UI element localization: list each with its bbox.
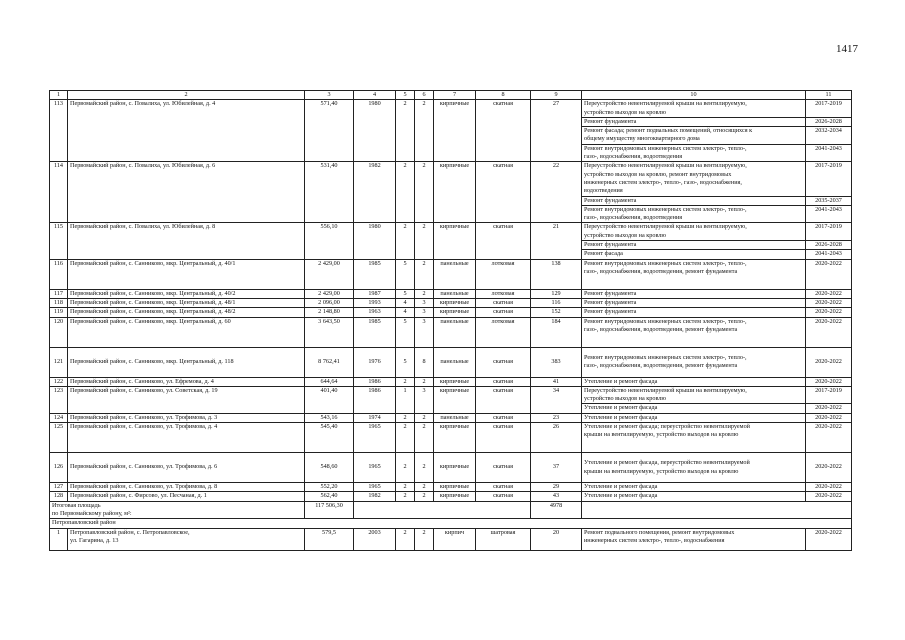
period-cell: 2032-2034 bbox=[806, 127, 852, 145]
address-cell: Первомайский район, с. Санниково, ул. Трофимова, д. 3 bbox=[68, 413, 305, 422]
area-cell: 3 643,50 bbox=[305, 317, 354, 347]
row-number: 117 bbox=[50, 289, 68, 298]
row-number: 125 bbox=[50, 423, 68, 453]
work-cell bbox=[582, 347, 806, 377]
row-number: 115 bbox=[50, 223, 68, 259]
row-number: 113 bbox=[50, 100, 68, 162]
roof-type-cell: лотковая bbox=[476, 289, 531, 298]
work-line: газо-, водоснабжения, водоотведения bbox=[584, 214, 683, 222]
work-cell: Ремонт фундамента bbox=[582, 289, 806, 298]
floors-cell: 2 bbox=[396, 377, 415, 386]
work-cell bbox=[582, 127, 806, 145]
period-cell: 2020-2022 bbox=[806, 298, 852, 307]
area-cell: 2 429,00 bbox=[305, 289, 354, 298]
floors-cell: 5 bbox=[396, 347, 415, 377]
year-cell: 1993 bbox=[354, 298, 396, 307]
work-line: устройство выходов на кровлю bbox=[584, 231, 666, 239]
floors-cell: 5 bbox=[396, 289, 415, 298]
apartments-cell: 41 bbox=[531, 377, 582, 386]
wall-material-cell: кирпичные bbox=[434, 386, 476, 413]
period-cell: 2017-2019 bbox=[806, 386, 852, 404]
row-number: 124 bbox=[50, 413, 68, 422]
period-cell: 2020-2022 bbox=[806, 308, 852, 317]
col-header: 11 bbox=[806, 91, 852, 100]
work-line: газо-, водоснабжения, водоотведения, ремонт фундамента bbox=[584, 267, 738, 275]
period-cell: 2035-2037 bbox=[806, 196, 852, 205]
work-cell bbox=[582, 144, 806, 162]
apartments-cell: 184 bbox=[531, 317, 582, 347]
table-row bbox=[50, 289, 852, 298]
work-line: устройство выходов на кровлю bbox=[584, 395, 666, 403]
work-line: газо-, водоснабжения, водоотведения bbox=[584, 153, 683, 161]
section-title: Петропавловский район bbox=[50, 519, 852, 528]
entrances-cell: 3 bbox=[415, 317, 434, 347]
apartments-cell: 116 bbox=[531, 298, 582, 307]
col-header: 9 bbox=[531, 91, 582, 100]
address-line: Петропавловский район, с. Петропавловское, bbox=[70, 528, 190, 536]
row-number: 126 bbox=[50, 453, 68, 483]
address-cell: Первомайский район, с. Санниково, мкр. Центральный, д. 40/2 bbox=[68, 289, 305, 298]
year-cell: 1963 bbox=[354, 308, 396, 317]
col-header: 10 bbox=[582, 91, 806, 100]
floors-cell: 5 bbox=[396, 259, 415, 289]
work-line: инженерных систем электро-, тепло-, водоснабжения bbox=[584, 536, 725, 544]
roof-type-cell: скатная bbox=[476, 413, 531, 422]
floors-cell: 2 bbox=[396, 492, 415, 501]
entrances-cell: 3 bbox=[415, 308, 434, 317]
address-cell: Первомайский район, с. Санниково, ул. Трофимова, д. 4 bbox=[68, 423, 305, 453]
period-cell: 2020-2022 bbox=[806, 492, 852, 501]
table-row bbox=[50, 377, 852, 386]
area-cell: 579,5 bbox=[305, 528, 354, 550]
entrances-cell: 2 bbox=[415, 483, 434, 492]
apartments-cell: 34 bbox=[531, 386, 582, 413]
work-cell: Ремонт фундамента bbox=[582, 117, 806, 126]
wall-material-cell: кирпичные bbox=[434, 100, 476, 162]
table-row bbox=[50, 162, 852, 196]
work-line: Переустройство невентилируемой крыши на вентилируемую, bbox=[584, 162, 747, 170]
entrances-cell: 2 bbox=[415, 223, 434, 259]
row-number: 122 bbox=[50, 377, 68, 386]
wall-material-cell: кирпичные bbox=[434, 492, 476, 501]
year-cell: 1965 bbox=[354, 483, 396, 492]
year-cell: 1982 bbox=[354, 492, 396, 501]
total-label bbox=[50, 501, 305, 519]
table-row bbox=[50, 308, 852, 317]
year-cell: 1974 bbox=[354, 413, 396, 422]
entrances-cell: 2 bbox=[415, 528, 434, 550]
work-line: общему имуществу многоквартирного дома bbox=[584, 135, 700, 143]
table-row bbox=[50, 100, 852, 118]
area-cell: 8 762,41 bbox=[305, 347, 354, 377]
col-header: 2 bbox=[68, 91, 305, 100]
column-number-row bbox=[50, 91, 852, 100]
year-cell: 1986 bbox=[354, 386, 396, 413]
table-row bbox=[50, 492, 852, 501]
address-cell: Первомайский район, с. Санниково, мкр. Центральный, д. 118 bbox=[68, 347, 305, 377]
area-cell: 571,40 bbox=[305, 100, 354, 162]
floors-cell: 2 bbox=[396, 413, 415, 422]
work-line: Ремонт подвального помещения, ремонт внутридомовых bbox=[584, 528, 735, 536]
work-cell bbox=[582, 223, 806, 241]
work-cell bbox=[582, 317, 806, 347]
col-header: 6 bbox=[415, 91, 434, 100]
wall-material-cell: кирпичные bbox=[434, 377, 476, 386]
apartments-cell: 27 bbox=[531, 100, 582, 162]
roof-type-cell: скатная bbox=[476, 308, 531, 317]
work-line: Утепление и ремонт фасада; переустройство невентилируемой bbox=[584, 423, 750, 431]
floors-cell: 2 bbox=[396, 528, 415, 550]
year-cell: 1986 bbox=[354, 377, 396, 386]
work-cell bbox=[582, 162, 806, 196]
wall-material-cell: кирпичные bbox=[434, 223, 476, 259]
period-cell: 2020-2022 bbox=[806, 413, 852, 422]
area-cell: 545,40 bbox=[305, 423, 354, 453]
area-cell: 548,60 bbox=[305, 453, 354, 483]
work-cell: Утепление и ремонт фасада bbox=[582, 413, 806, 422]
apartments-cell: 129 bbox=[531, 289, 582, 298]
area-cell: 543,16 bbox=[305, 413, 354, 422]
roof-type-cell: лотковая bbox=[476, 259, 531, 289]
area-cell: 2 148,80 bbox=[305, 308, 354, 317]
wall-material-cell: кирпичные bbox=[434, 308, 476, 317]
year-cell: 1965 bbox=[354, 423, 396, 453]
period-cell: 2041-2043 bbox=[806, 250, 852, 259]
entrances-cell: 2 bbox=[415, 423, 434, 453]
table-row bbox=[50, 347, 852, 377]
period-cell: 2020-2022 bbox=[806, 483, 852, 492]
row-number: 116 bbox=[50, 259, 68, 289]
row-number: 118 bbox=[50, 298, 68, 307]
period-cell: 2020-2022 bbox=[806, 259, 852, 289]
work-line: Ремонт внутридомовых инженерных систем электро-, тепло-, bbox=[584, 205, 747, 213]
period-cell: 2020-2022 bbox=[806, 423, 852, 453]
roof-type-cell: шатровая bbox=[476, 528, 531, 550]
year-cell: 1985 bbox=[354, 259, 396, 289]
work-cell: Ремонт фундамента bbox=[582, 196, 806, 205]
floors-cell: 1 bbox=[396, 386, 415, 413]
work-line: Ремонт внутридомовых инженерных систем электро-, тепло-, bbox=[584, 259, 747, 267]
roof-type-cell: скатная bbox=[476, 347, 531, 377]
work-cell: Ремонт фундамента bbox=[582, 298, 806, 307]
floors-cell: 2 bbox=[396, 100, 415, 162]
roof-type-cell: лотковая bbox=[476, 317, 531, 347]
area-cell: 562,40 bbox=[305, 492, 354, 501]
col-header: 3 bbox=[305, 91, 354, 100]
table-row bbox=[50, 298, 852, 307]
entrances-cell: 2 bbox=[415, 492, 434, 501]
wall-material-cell: панельные bbox=[434, 413, 476, 422]
work-line: Ремонт внутридомовых инженерных систем электро-, тепло-, bbox=[584, 353, 747, 361]
work-line: Утепление и ремонт фасада, переустройство невентилируемой bbox=[584, 459, 750, 467]
apartments-cell: 21 bbox=[531, 223, 582, 259]
period-cell: 2026-2028 bbox=[806, 117, 852, 126]
col-header: 8 bbox=[476, 91, 531, 100]
work-cell bbox=[582, 386, 806, 404]
total-apartments: 4978 bbox=[531, 501, 582, 519]
total-label-line: по Первомайскому району, м²: bbox=[52, 509, 132, 517]
apartments-cell: 23 bbox=[531, 413, 582, 422]
total-row bbox=[50, 501, 852, 519]
work-line: газо-, водоснабжения, водоотведения, ремонт фундамента bbox=[584, 362, 738, 370]
apartments-cell: 37 bbox=[531, 453, 582, 483]
area-cell: 531,40 bbox=[305, 162, 354, 223]
work-line: устройство выходов на кровлю bbox=[584, 108, 666, 116]
table-row bbox=[50, 386, 852, 404]
year-cell: 1980 bbox=[354, 223, 396, 259]
year-cell: 1980 bbox=[354, 100, 396, 162]
work-cell: Утепление и ремонт фасада bbox=[582, 483, 806, 492]
address-cell: Первомайский район, с. Санниково, ул. Трофимова, д. 6 bbox=[68, 453, 305, 483]
table-row bbox=[50, 317, 852, 347]
wall-material-cell: панельные bbox=[434, 347, 476, 377]
address-cell: Первомайский район, с. Санниково, мкр. Центральный, д. 48/2 bbox=[68, 308, 305, 317]
row-number: 114 bbox=[50, 162, 68, 223]
area-cell: 2 429,00 bbox=[305, 259, 354, 289]
row-number: 120 bbox=[50, 317, 68, 347]
roof-type-cell: скатная bbox=[476, 492, 531, 501]
entrances-cell: 8 bbox=[415, 347, 434, 377]
floors-cell: 2 bbox=[396, 162, 415, 223]
period-cell: 2020-2022 bbox=[806, 377, 852, 386]
row-number: 127 bbox=[50, 483, 68, 492]
row-number: 128 bbox=[50, 492, 68, 501]
row-number: 119 bbox=[50, 308, 68, 317]
work-line: Ремонт фасада; ремонт подвальных помещений, относящихся к bbox=[584, 127, 753, 135]
apartments-cell: 43 bbox=[531, 492, 582, 501]
roof-type-cell: скатная bbox=[476, 386, 531, 413]
area-cell: 644,64 bbox=[305, 377, 354, 386]
period-cell: 2017-2019 bbox=[806, 100, 852, 118]
apartments-cell: 152 bbox=[531, 308, 582, 317]
apartments-cell: 138 bbox=[531, 259, 582, 289]
work-cell: Ремонт фундамента bbox=[582, 308, 806, 317]
row-number: 123 bbox=[50, 386, 68, 413]
col-header: 5 bbox=[396, 91, 415, 100]
wall-material-cell: кирпичные bbox=[434, 423, 476, 453]
table-row bbox=[50, 413, 852, 422]
entrances-cell: 3 bbox=[415, 298, 434, 307]
work-cell bbox=[582, 259, 806, 289]
work-line: водоотведения bbox=[584, 187, 623, 195]
wall-material-cell: кирпич bbox=[434, 528, 476, 550]
year-cell: 1965 bbox=[354, 453, 396, 483]
period-cell: 2017-2019 bbox=[806, 223, 852, 241]
wall-material-cell: кирпичные bbox=[434, 162, 476, 223]
table-row bbox=[50, 223, 852, 241]
wall-material-cell: кирпичные bbox=[434, 483, 476, 492]
table-row bbox=[50, 259, 852, 289]
address-line: ул. Гагарина, д. 13 bbox=[70, 536, 119, 544]
floors-cell: 2 bbox=[396, 223, 415, 259]
floors-cell: 2 bbox=[396, 483, 415, 492]
address-cell: Первомайский район, с. Санниково, ул. Трофимова, д. 8 bbox=[68, 483, 305, 492]
entrances-cell: 2 bbox=[415, 289, 434, 298]
address-cell: Первомайский район, с. Фирсово, ул. Песчаная, д. 1 bbox=[68, 492, 305, 501]
work-cell: Ремонт фасада bbox=[582, 250, 806, 259]
address-cell: Первомайский район, с. Санниково, мкр. Центральный, д. 60 bbox=[68, 317, 305, 347]
table-row bbox=[50, 453, 852, 483]
period-cell: 2020-2022 bbox=[806, 528, 852, 550]
roof-type-cell: скатная bbox=[476, 162, 531, 223]
entrances-cell: 2 bbox=[415, 259, 434, 289]
roof-type-cell: скатная bbox=[476, 100, 531, 162]
roof-type-cell: скатная bbox=[476, 223, 531, 259]
year-cell: 1985 bbox=[354, 317, 396, 347]
housing-register-table bbox=[49, 90, 851, 551]
col-header: 4 bbox=[354, 91, 396, 100]
entrances-cell: 2 bbox=[415, 162, 434, 223]
table-row bbox=[50, 528, 852, 550]
entrances-cell: 3 bbox=[415, 386, 434, 413]
col-header: 1 bbox=[50, 91, 68, 100]
row-number: 1 bbox=[50, 528, 68, 550]
address-cell: Первомайский район, с. Санниково, ул. Советская, д. 19 bbox=[68, 386, 305, 413]
apartments-cell: 20 bbox=[531, 528, 582, 550]
year-cell: 2003 bbox=[354, 528, 396, 550]
floors-cell: 4 bbox=[396, 298, 415, 307]
address-cell: Первомайский район, с. Санниково, мкр. Центральный, д. 48/1 bbox=[68, 298, 305, 307]
period-cell: 2020-2022 bbox=[806, 404, 852, 413]
address-cell: Первомайский район, с. Повалиха, ул. Юбилейная, д. 6 bbox=[68, 162, 305, 223]
apartments-cell: 22 bbox=[531, 162, 582, 223]
work-line: Переустройство невентилируемой крыши на вентилируемую, bbox=[584, 223, 747, 231]
total-spacer bbox=[354, 501, 531, 519]
address-cell: Первомайский район, с. Повалиха, ул. Юбилейная, д. 8 bbox=[68, 223, 305, 259]
page-number: 1417 bbox=[836, 43, 858, 55]
floors-cell: 5 bbox=[396, 317, 415, 347]
period-cell: 2020-2022 bbox=[806, 289, 852, 298]
entrances-cell: 2 bbox=[415, 413, 434, 422]
row-number: 121 bbox=[50, 347, 68, 377]
work-line: Ремонт внутридомовых инженерных систем электро-, тепло-, bbox=[584, 317, 747, 325]
address-cell: Первомайский район, с. Повалиха, ул. Юбилейная, д. 4 bbox=[68, 100, 305, 162]
wall-material-cell: панельные bbox=[434, 317, 476, 347]
work-cell: Ремонт фундамента bbox=[582, 241, 806, 250]
year-cell: 1976 bbox=[354, 347, 396, 377]
roof-type-cell: скатная bbox=[476, 423, 531, 453]
table-row bbox=[50, 423, 852, 453]
floors-cell: 2 bbox=[396, 423, 415, 453]
apartments-cell: 26 bbox=[531, 423, 582, 453]
wall-material-cell: кирпичные bbox=[434, 298, 476, 307]
wall-material-cell: кирпичные bbox=[434, 453, 476, 483]
address-cell: Первомайский район, с. Санниково, мкр. Центральный, д. 40/1 bbox=[68, 259, 305, 289]
area-cell: 556,10 bbox=[305, 223, 354, 259]
period-cell: 2020-2022 bbox=[806, 453, 852, 483]
work-line: газо-, водоснабжения, водоотведения, ремонт фундамента bbox=[584, 325, 738, 333]
period-cell: 2041-2043 bbox=[806, 205, 852, 223]
period-cell: 2041-2043 bbox=[806, 144, 852, 162]
total-spacer bbox=[582, 501, 852, 519]
address-cell: Первомайский район, с. Санниково, ул. Ефремова, д. 4 bbox=[68, 377, 305, 386]
work-cell bbox=[582, 453, 806, 483]
work-cell: Утепление и ремонт фасада bbox=[582, 492, 806, 501]
work-cell bbox=[582, 100, 806, 118]
work-cell: Утепление и ремонт фасада bbox=[582, 377, 806, 386]
col-header: 7 bbox=[434, 91, 476, 100]
wall-material-cell: панельные bbox=[434, 259, 476, 289]
apartments-cell: 29 bbox=[531, 483, 582, 492]
entrances-cell: 2 bbox=[415, 453, 434, 483]
roof-type-cell: скатная bbox=[476, 453, 531, 483]
floors-cell: 4 bbox=[396, 308, 415, 317]
entrances-cell: 2 bbox=[415, 377, 434, 386]
work-line: инженерных систем электро-, тепло-, газо-, водоснабжения, bbox=[584, 178, 742, 186]
entrances-cell: 2 bbox=[415, 100, 434, 162]
period-cell: 2020-2022 bbox=[806, 317, 852, 347]
section-row bbox=[50, 519, 852, 528]
roof-type-cell: скатная bbox=[476, 377, 531, 386]
area-cell: 2 096,00 bbox=[305, 298, 354, 307]
work-line: Переустройство невентилируемой крыши на вентилируемую, bbox=[584, 100, 747, 108]
year-cell: 1987 bbox=[354, 289, 396, 298]
apartments-cell: 383 bbox=[531, 347, 582, 377]
work-line: крыши на вентилируемую, устройство выходов на кровлю bbox=[584, 467, 739, 475]
work-line: Переустройство невентилируемой крыши на вентилируемую, bbox=[584, 386, 747, 394]
period-cell: 2017-2019 bbox=[806, 162, 852, 196]
work-line: Ремонт внутридомовых инженерных систем электро-, тепло-, bbox=[584, 144, 747, 152]
total-label-line: Итоговая площадь bbox=[52, 501, 101, 509]
year-cell: 1982 bbox=[354, 162, 396, 223]
address-cell bbox=[68, 528, 305, 550]
work-cell: Утепление и ремонт фасада bbox=[582, 404, 806, 413]
wall-material-cell: панельные bbox=[434, 289, 476, 298]
period-cell: 2020-2022 bbox=[806, 347, 852, 377]
total-area: 117 506,30 bbox=[305, 501, 354, 519]
work-line: устройство выходов на кровлю, ремонт внутридомовых bbox=[584, 170, 732, 178]
table-row bbox=[50, 483, 852, 492]
roof-type-cell: скатная bbox=[476, 483, 531, 492]
work-cell bbox=[582, 205, 806, 223]
work-cell bbox=[582, 528, 806, 550]
work-cell bbox=[582, 423, 806, 453]
area-cell: 401,40 bbox=[305, 386, 354, 413]
work-line: крыши на вентилируемую, устройство выходов на кровлю bbox=[584, 431, 739, 439]
area-cell: 552,20 bbox=[305, 483, 354, 492]
floors-cell: 2 bbox=[396, 453, 415, 483]
roof-type-cell: скатная bbox=[476, 298, 531, 307]
period-cell: 2026-2028 bbox=[806, 241, 852, 250]
